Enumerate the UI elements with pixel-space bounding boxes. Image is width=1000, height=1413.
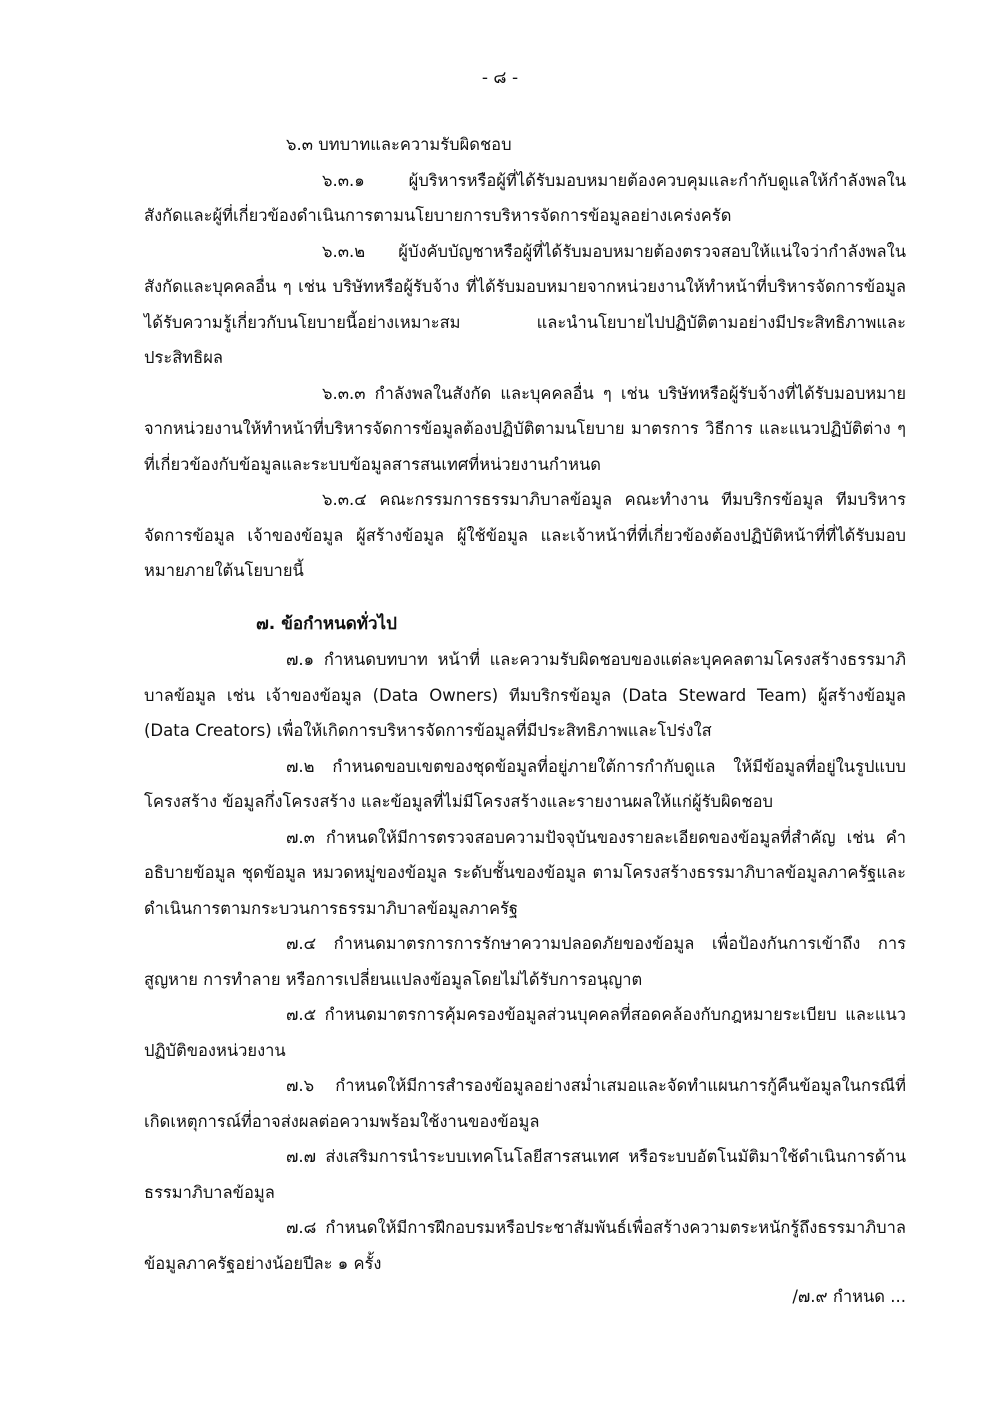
clause-6-3-3: ๖.๓.๓ กำลังพลในสังกัด และบุคคลอื่น ๆ เช่น บริษัทหรือผู้รับจ้างที่ได้รับมอบหมายจากหน่วยงานให้ทำหน้าที่บริหารจัดการข้อมูลต้องปฏิบัติตามนโยบาย มาตรการ วิธีการ และแนวปฏิบัติต่าง ๆ ที่เกี่ยวข้องกับข้อมูลและระบบข้อมูลสารสนเทศที่หน่วยงานกำหนด [144,383,906,474]
section-7-number: ๗. [256,613,276,634]
continuation-marker: /๗.๙ กำหนด ... [792,1287,906,1306]
clause-7-2: ๗.๒ กำหนดขอบเขตของชุดข้อมูลที่อยู่ภายใต้การกำกับดูแล ให้มีข้อมูลที่อยู่ในรูปแบบโครงสร้าง ข้อมูลกึ่งโครงสร้าง และข้อมูลที่ไม่มีโครงสร้างและรายงานผลให้แก่ผู้รับผิดชอบ [144,756,906,811]
section-6-3-title: ๖.๓ บทบาทและความรับผิดชอบ [286,135,512,154]
clause-7-1: ๗.๑ กำหนดบทบาท หน้าที่ และความรับผิดชอบของแต่ละบุคคลตามโครงสร้างธรรมาภิบาลข้อมูล เช่น เจ้าของข้อมูล (Data Owners) ทีมบริกรข้อมูล (Data Steward Team) ผู้สร้างข้อมูล (Data Creators) เพื่อให้เกิดการบริหารจัดการข้อมูลที่มีประสิทธิภาพและโปร่งใส [144,650,906,740]
clause-7-6: ๗.๖ กำหนดให้มีการสำรองข้อมูลอย่างสม่ำเสมอและจัดทำแผนการกู้คืนข้อมูลในกรณีที่เกิดเหตุการณ์ที่อาจส่งผลต่อความพร้อมใช้งานของข้อมูล [144,1076,906,1131]
clause-6-3-1: ๖.๓.๑ ผู้บริหารหรือผู้ที่ได้รับมอบหมายต้องควบคุมและกำกับดูแลให้กำลังพลในสังกัดและผู้ที่เกี่ยวข้องดำเนินการตามนโยบายการบริหารจัดการข้อมูลอย่างเคร่งครัด [144,170,906,225]
clause-7-4: ๗.๔ กำหนดมาตรการการรักษาความปลอดภัยของข้อมูล เพื่อป้องกันการเข้าถึง การสูญหาย การทำลาย หรือการเปลี่ยนแปลงข้อมูลโดยไม่ได้รับการอนุญาต [144,934,906,989]
clause-7-7: ๗.๗ ส่งเสริมการนำระบบเทคโนโลยีสารสนเทศ หรือระบบอัตโนมัติมาใช้ดำเนินการด้านธรรมาภิบาลข้อมูล [144,1147,906,1202]
page-number: - ๘ - [481,68,519,88]
document-body [144,127,906,1281]
clause-7-3: ๗.๓ กำหนดให้มีการตรวจสอบความปัจจุบันของรายละเอียดของข้อมูลที่สำคัญ เช่น คำอธิบายข้อมูล ชุดข้อมูล หมวดหมู่ของข้อมูล ระดับชั้นของข้อมูล ตามโครงสร้างธรรมาภิบาลข้อมูลภาครัฐและดำเนินการตามกระบวนการธรรมาภิบาลข้อมูลภาครัฐ [144,827,906,918]
clause-6-3-2: ๖.๓.๒ ผู้บังคับบัญชาหรือผู้ที่ได้รับมอบหมายต้องตรวจสอบให้แน่ใจว่ากำลังพลในสังกัดและบุคคลอื่น ๆ เช่น บริษัทหรือผู้รับจ้าง ที่ได้รับมอบหมายจากหน่วยงานให้ทำหน้าที่บริหารจัดการข้อมูลได้รับความรู้เกี่ยวกับนโยบายนี้อย่างเหมาะสม และนำนโยบายไปปฏิบัติตามอย่างมีประสิทธิภาพและประสิทธิผล [144,241,906,367]
clause-7-5: ๗.๕ กำหนดมาตรการคุ้มครองข้อมูลส่วนบุคคลที่สอดคล้องกับกฎหมายระเบียบ และแนวปฏิบัติของหน่วยงาน [144,1005,906,1060]
clause-7-8: ๗.๘ กำหนดให้มีการฝึกอบรมหรือประชาสัมพันธ์เพื่อสร้างความตระหนักรู้ถึงธรรมาภิบาลข้อมูลภาครัฐอย่างน้อยปีละ ๑ ครั้ง [144,1218,906,1273]
section-7-title: ข้อกำหนดทั่วไป [281,613,397,634]
section-7-heading [144,607,906,643]
clause-6-3-4: ๖.๓.๔ คณะกรรมการธรรมาภิบาลข้อมูล คณะทำงาน ทีมบริกรข้อมูล ทีมบริหารจัดการข้อมูล เจ้าของข้อมูล ผู้สร้างข้อมูล ผู้ใช้ข้อมูล และเจ้าหน้าที่ที่เกี่ยวข้องต้องปฏิบัติหน้าที่ที่ได้รับมอบหมายภายใต้นโยบายนี้ [144,490,906,580]
